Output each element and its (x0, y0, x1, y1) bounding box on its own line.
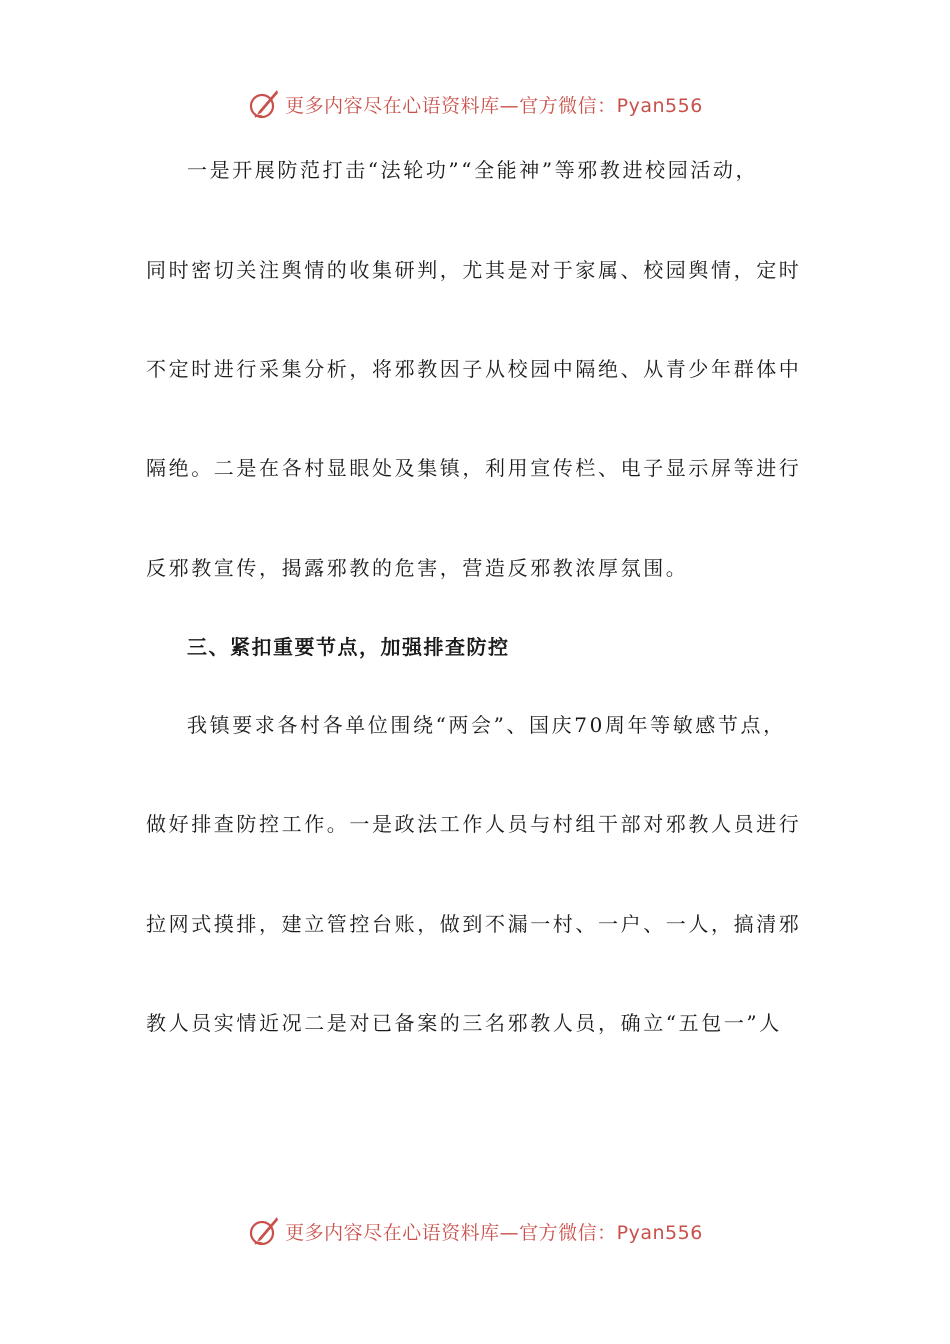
section-heading: 三、紧扣重要节点，加强排查防控 (187, 635, 510, 659)
watermark-text: 更多内容尽在心语资料库—官方微信：Pyan556 (285, 94, 703, 117)
header-watermark (0, 84, 950, 124)
paragraph-line-3: 不定时进行采集分析，将邪教因子从校园中隔绝、从青少年群体中 (146, 357, 802, 381)
paragraph-line-9: 教人员实情近况二是对已备案的三名邪教人员，确立“五包一”人 (146, 1011, 782, 1035)
quill-logo-icon (247, 1214, 281, 1248)
paragraph-line-2: 同时密切关注舆情的收集研判，尤其是对于家属、校园舆情，定时 (146, 258, 802, 282)
paragraph-line-6: 我镇要求各村各单位围绕“两会”、国庆70周年等敏感节点， (187, 713, 786, 737)
paragraph-line-7: 做好排查防控工作。一是政法工作人员与村组干部对邪教人员进行 (146, 812, 802, 836)
paragraph-line-8: 拉网式摸排，建立管控台账，做到不漏一村、一户、一人，搞清邪 (146, 912, 802, 936)
footer-watermark (0, 1211, 950, 1251)
paragraph-line-4: 隔绝。二是在各村显眼处及集镇，利用宣传栏、电子显示屏等进行 (146, 456, 802, 480)
watermark-text: 更多内容尽在心语资料库—官方微信：Pyan556 (285, 1221, 703, 1244)
paragraph-line-5: 反邪教宣传，揭露邪教的危害，营造反邪教浓厚氛围。 (146, 556, 689, 580)
paragraph-line-1: 一是开展防范打击“法轮功”“全能神”等邪教进校园活动， (187, 158, 759, 182)
quill-logo-icon (247, 87, 281, 121)
